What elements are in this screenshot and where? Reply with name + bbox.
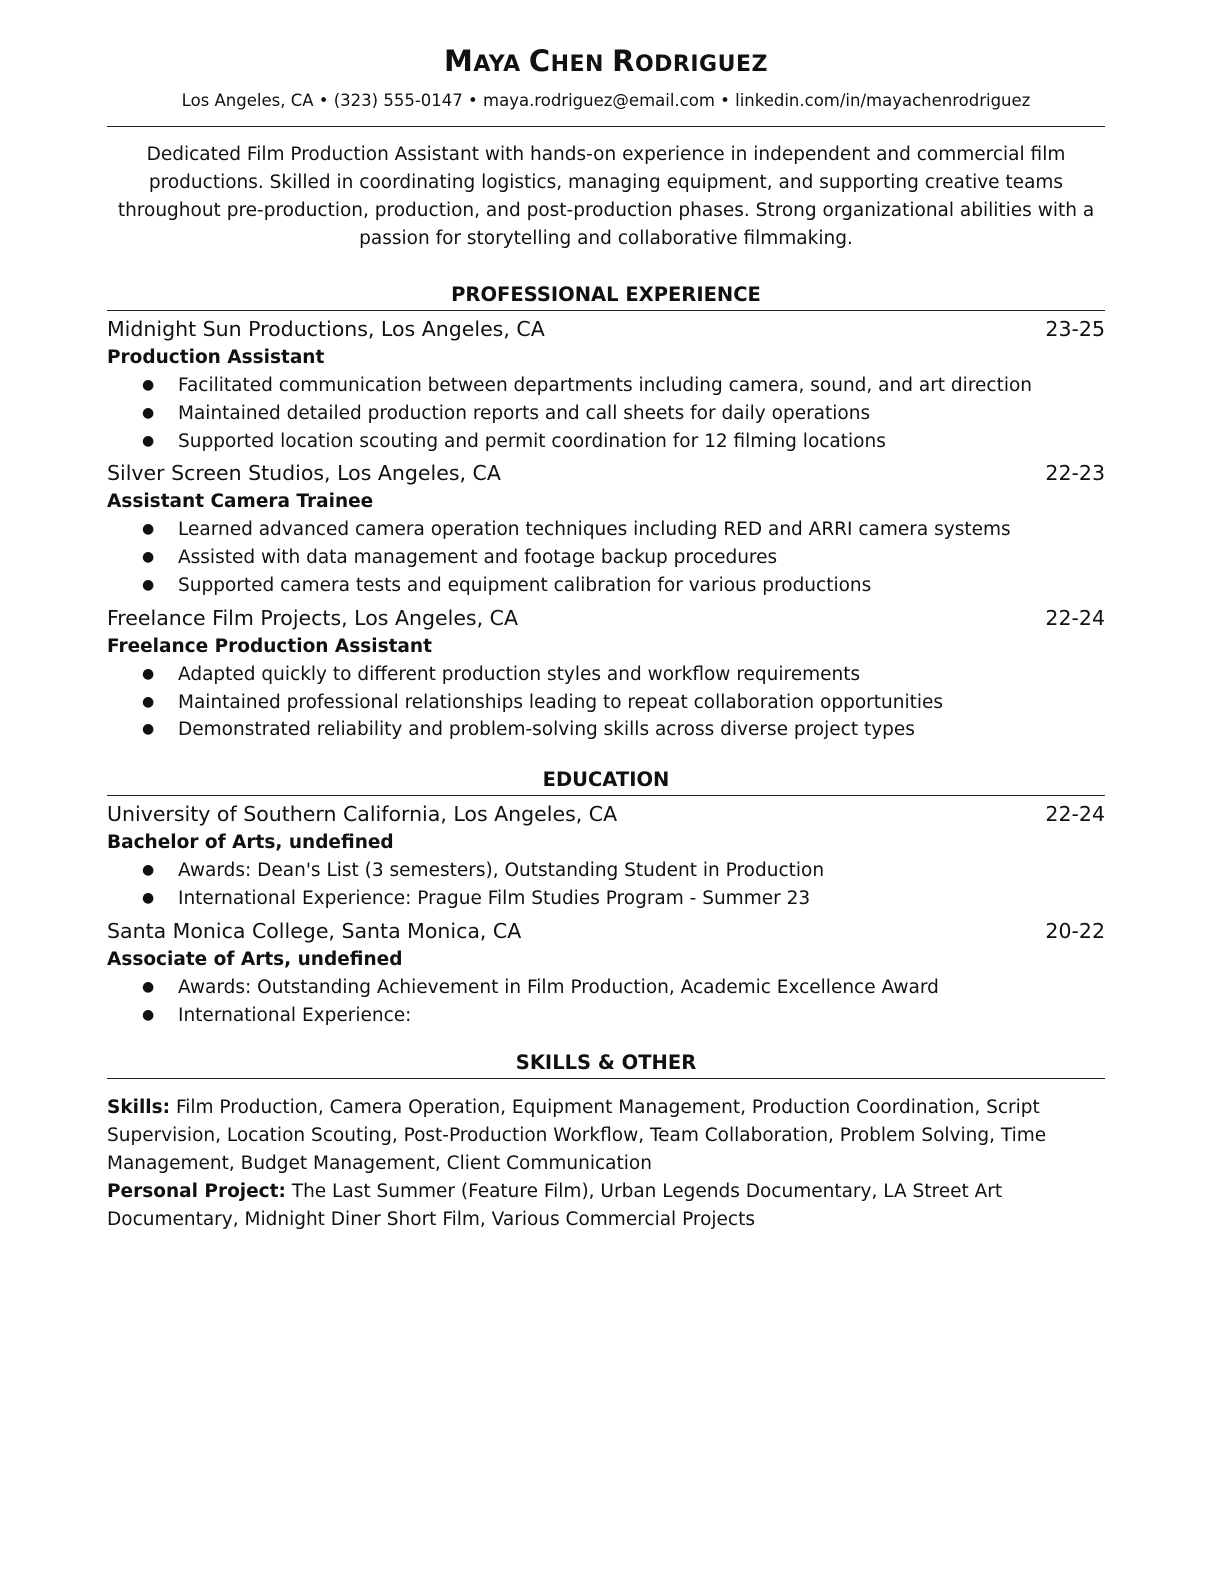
entry-organization: Silver Screen Studios, Los Angeles, CA — [107, 461, 501, 486]
experience-list — [107, 312, 1105, 744]
name-part: CHEN — [528, 44, 613, 78]
resume-entry — [107, 914, 1105, 1030]
resume-entry — [107, 312, 1105, 455]
bullet-icon: ● — [142, 693, 155, 710]
skills-section-title: SKILLS & OTHER — [515, 1051, 697, 1075]
bullet-icon: ● — [142, 432, 155, 449]
bullet-icon: ● — [142, 404, 155, 421]
list-item — [107, 1002, 1105, 1030]
candidate-name — [107, 40, 1105, 86]
bullet-icon: ● — [142, 665, 155, 682]
bullet-text: International Experience: — [178, 1004, 412, 1026]
list-item — [107, 372, 1105, 400]
entry-dates: 22-24 — [1045, 605, 1105, 630]
section-divider — [107, 795, 1105, 796]
bullet-icon: ● — [142, 1006, 155, 1023]
entry-header — [107, 797, 1105, 831]
bullet-icon: ● — [142, 862, 155, 879]
contact-line: Los Angeles, CA • (323) 555-0147 • maya.rodriguez@email.com • linkedin.com/in/mayachenrodriguez — [181, 91, 1031, 110]
bullet-list — [107, 516, 1105, 599]
name-part: MAYA — [444, 44, 529, 78]
entry-organization: Freelance Film Projects, Los Angeles, CA — [107, 605, 518, 630]
bullet-icon: ● — [142, 549, 155, 566]
entry-dates: 22-23 — [1045, 461, 1105, 486]
bullet-text: Demonstrated reliability and problem-solving skills across diverse project types — [178, 719, 915, 741]
experience-section-title: PROFESSIONAL EXPERIENCE — [451, 283, 761, 306]
project-label: Personal Project: — [107, 1181, 286, 1203]
entry-header — [107, 914, 1105, 948]
section-divider — [107, 310, 1105, 311]
bullet-text: Maintained detailed production reports and call sheets for daily operations — [178, 402, 871, 424]
list-item — [107, 974, 1105, 1002]
list-item — [107, 857, 1105, 885]
resume-page — [107, 40, 1105, 1234]
bullet-text: Learned advanced camera operation techniques including RED and ARRI camera systems — [178, 519, 1011, 541]
bullet-text: Awards: Outstanding Achievement in Film Production, Academic Excellence Award — [178, 976, 939, 998]
entry-dates: 20-22 — [1045, 918, 1105, 943]
bullet-text: Maintained professional relationships leading to repeat collaboration opportunities — [178, 691, 943, 713]
bullet-text: Awards: Dean's List (3 semesters), Outstanding Student in Production — [178, 860, 825, 882]
bullet-list — [107, 857, 1105, 913]
bullet-icon: ● — [142, 889, 155, 906]
bullet-icon: ● — [142, 576, 155, 593]
skills-paragraph — [107, 1094, 1105, 1234]
bullet-text: Adapted quickly to different production styles and workflow requirements — [178, 663, 861, 685]
entry-header — [107, 601, 1105, 635]
entry-dates: 22-24 — [1045, 802, 1105, 827]
list-item — [107, 544, 1105, 572]
header-divider — [107, 126, 1105, 127]
list-item — [107, 689, 1105, 717]
entry-role: Production Assistant — [107, 347, 325, 368]
bullet-text: Assisted with data management and footage backup procedures — [178, 547, 778, 569]
bullet-list — [107, 661, 1105, 744]
bullet-list — [107, 372, 1105, 455]
list-item — [107, 661, 1105, 689]
entry-role: Freelance Production Assistant — [107, 635, 432, 657]
resume-entry — [107, 797, 1105, 913]
list-item — [107, 572, 1105, 600]
entry-organization: Midnight Sun Productions, Los Angeles, CA — [107, 317, 545, 341]
bullet-icon: ● — [142, 377, 155, 393]
education-list — [107, 797, 1105, 1029]
resume-entry — [107, 601, 1105, 744]
bullet-icon: ● — [142, 978, 155, 995]
bullet-icon: ● — [142, 521, 155, 538]
education-section-title: EDUCATION — [542, 768, 670, 792]
skills-label: Skills: — [107, 1097, 171, 1119]
section-divider — [107, 1078, 1105, 1079]
list-item — [107, 400, 1105, 428]
list-item — [107, 428, 1105, 456]
list-item — [107, 716, 1105, 744]
list-item — [107, 516, 1105, 544]
summary-paragraph: Dedicated Film Production Assistant with hands-on experience in independent and commercial film productions. Skilled in coordinating logistics, managing equipment, and supporting creative teams throughout pre-production, production, and post-production phases. Strong organizational abilities with a passion for storytelling and collaborative filmmaking. — [117, 144, 1095, 249]
resume-entry — [107, 456, 1105, 599]
entry-role: Associate of Arts, undefined — [107, 948, 403, 970]
bullet-icon: ● — [142, 721, 155, 738]
bullet-text: Supported camera tests and equipment calibration for various productions — [178, 574, 872, 596]
entry-role: Bachelor of Arts, undefined — [107, 832, 394, 854]
name-part: RODRIGUEZ — [612, 44, 768, 78]
entry-organization: Santa Monica College, Santa Monica, CA — [107, 918, 522, 943]
bullet-text: Facilitated communication between departments including camera, sound, and art direction — [178, 375, 1033, 396]
entry-header — [107, 312, 1105, 346]
list-item — [107, 885, 1105, 913]
bullet-text: Supported location scouting and permit coordination for 12 filming locations — [178, 430, 886, 452]
entry-role: Assistant Camera Trainee — [107, 491, 374, 513]
entry-organization: University of Southern California, Los Angeles, CA — [107, 802, 618, 827]
entry-header — [107, 456, 1105, 490]
bullet-list — [107, 974, 1105, 1030]
skills-text: Film Production, Camera Operation, Equipment Management, Production Coordination, Script Supervision, Location Scouting, Post-Production Workflow, Team Collaboration, Problem Solving, Time Management, Budget Management, Client Communication — [107, 1097, 1047, 1175]
entry-dates: 23-25 — [1045, 317, 1105, 341]
bullet-text: International Experience: Prague Film Studies Program - Summer 23 — [178, 887, 811, 909]
project-text: The Last Summer (Feature Film), Urban Legends Documentary, LA Street Art Documentary, Midnight Diner Short Film, Various Commercial Projects — [107, 1181, 1003, 1231]
